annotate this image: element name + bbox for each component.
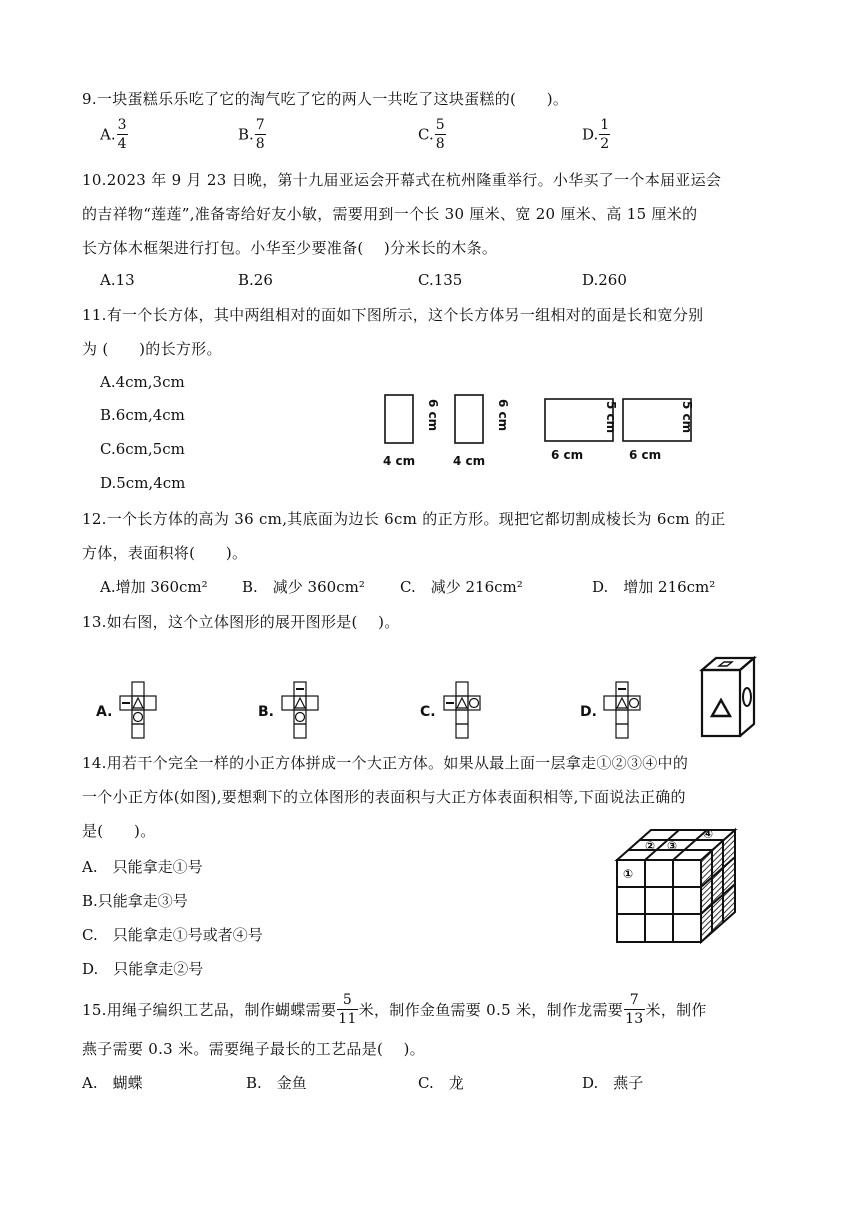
- face-4x6-a: [385, 395, 413, 443]
- q10-option-a[interactable]: A.13: [100, 271, 135, 289]
- fraction: $\frac{1}{2}$: [600, 117, 610, 152]
- q15-option-b[interactable]: B. 金鱼: [246, 1074, 307, 1092]
- q13-label-d: D.: [580, 704, 597, 720]
- q9-option-d[interactable]: D. $\frac{1}{2}$: [582, 117, 610, 152]
- q10-option-b[interactable]: B.26: [238, 271, 273, 289]
- q15-line-2: 燕子需要 0.3 米。需要绳子最长的工艺品是( )。: [82, 1040, 425, 1058]
- q11-line-2: 为 ( )的长方形。: [82, 340, 222, 358]
- q14-option-d[interactable]: D. 只能拿走②号: [82, 960, 204, 978]
- face-6x5-a: [545, 399, 613, 441]
- cube-label-3: ③: [667, 839, 678, 853]
- cube-label-2: ②: [645, 839, 656, 853]
- label-h4: 5 cm: [680, 401, 694, 434]
- q13-nets-figure: [90, 650, 790, 740]
- q15-line-1: 15.用绳子编织工艺品，制作蝴蝶需要 $\frac{5}{11}$ 米，制作金鱼需要 0.5 米，制作龙需要 $\frac{7}{13}$ 米，制作: [82, 992, 707, 1027]
- q11-option-a[interactable]: A.4cm,3cm: [100, 373, 185, 391]
- q10-option-d[interactable]: D.260: [582, 271, 627, 289]
- q15-option-a[interactable]: A. 蝴蝶: [82, 1074, 143, 1092]
- fraction: $\frac{5}{11}$: [338, 992, 357, 1027]
- label-h3: 5 cm: [604, 401, 618, 434]
- label-w1: 4 cm: [383, 454, 416, 468]
- q11-option-b[interactable]: B.6cm,4cm: [100, 406, 185, 424]
- net-d: [604, 682, 640, 738]
- fraction: $\frac{5}{8}$: [435, 117, 445, 152]
- q13-text: 13.如右图，这个立体图形的展开图形是( )。: [82, 613, 400, 631]
- q9-option-c[interactable]: C. $\frac{5}{8}$: [418, 117, 445, 152]
- cube-label-1: ①: [623, 867, 634, 881]
- q11-rectangles-figure: [375, 385, 695, 475]
- fraction: $\frac{3}{4}$: [117, 117, 127, 152]
- fraction: $\frac{7}{13}$: [625, 992, 644, 1027]
- q14-line-2: 一个小正方体(如图),要想剩下的立体图形的表面积与大正方体表面积相等,下面说法正确的: [82, 788, 686, 806]
- q10-line-2: 的吉祥物“莲莲”,准备寄给好友小敏，需要用到一个长 30 厘米、宽 20 厘米、高 15 厘米的: [82, 205, 698, 223]
- q10-line-3: 长方体木框架进行打包。小华至少要准备( )分米长的木条。: [82, 239, 498, 257]
- q9-option-a[interactable]: A. $\frac{3}{4}$: [100, 117, 127, 152]
- net-c: [444, 682, 480, 738]
- q14-option-b[interactable]: B.只能拿走③号: [82, 892, 188, 910]
- q13-label-a: A.: [96, 704, 113, 720]
- label-w4: 6 cm: [629, 448, 662, 462]
- q9-option-b[interactable]: B. $\frac{7}{8}$: [238, 117, 265, 152]
- label-h2: 6 cm: [496, 399, 510, 432]
- label-w3: 6 cm: [551, 448, 584, 462]
- q15-option-c[interactable]: C. 龙: [418, 1074, 464, 1092]
- q11-option-c[interactable]: C.6cm,5cm: [100, 440, 185, 458]
- q13-label-c: C.: [420, 704, 436, 720]
- q11-line-1: 11.有一个长方体，其中两组相对的面如下图所示，这个长方体另一组相对的面是长和宽分别: [82, 306, 704, 324]
- q14-line-1: 14.用若干个完全一样的小正方体拼成一个大正方体。如果从最上面一层拿走①②③④中的: [82, 754, 689, 772]
- fraction: $\frac{7}{8}$: [255, 117, 265, 152]
- q11-option-d[interactable]: D.5cm,4cm: [100, 474, 186, 492]
- q12-option-a[interactable]: A.增加 360cm²: [100, 578, 208, 596]
- q12-option-c[interactable]: C. 减少 216cm²: [400, 578, 523, 596]
- q14-cube-figure: [605, 822, 745, 946]
- q14-option-a[interactable]: A. 只能拿走①号: [82, 858, 203, 876]
- label-h1: 6 cm: [426, 399, 440, 432]
- q10-line-1: 10.2023 年 9 月 23 日晚，第十九届亚运会开幕式在杭州隆重举行。小华买了一个本届亚运会: [82, 171, 722, 189]
- q13-label-b: B.: [258, 704, 274, 720]
- q12-line-1: 12.一个长方体的高为 36 cm,其底面为边长 6cm 的正方形。现把它都切割成棱长为 6cm 的正: [82, 510, 726, 528]
- label-w2: 4 cm: [453, 454, 486, 468]
- q12-line-2: 方体，表面积将( )。: [82, 544, 248, 562]
- cube-label-4: ④: [703, 827, 714, 841]
- q10-option-c[interactable]: C.135: [418, 271, 463, 289]
- q9-text: 9.一块蛋糕乐乐吃了它的淘气吃了它的两人一共吃了这块蛋糕的( )。: [82, 90, 569, 108]
- q15-option-d[interactable]: D. 燕子: [582, 1074, 644, 1092]
- q13-cube: [702, 658, 754, 736]
- q12-option-b[interactable]: B. 减少 360cm²: [242, 578, 365, 596]
- face-4x6-b: [455, 395, 483, 443]
- net-b: [282, 682, 318, 738]
- q14-option-c[interactable]: C. 只能拿走①号或者④号: [82, 926, 263, 944]
- net-a: [120, 682, 156, 738]
- q12-option-d[interactable]: D. 增加 216cm²: [592, 578, 716, 596]
- q14-line-3: 是( )。: [82, 822, 156, 840]
